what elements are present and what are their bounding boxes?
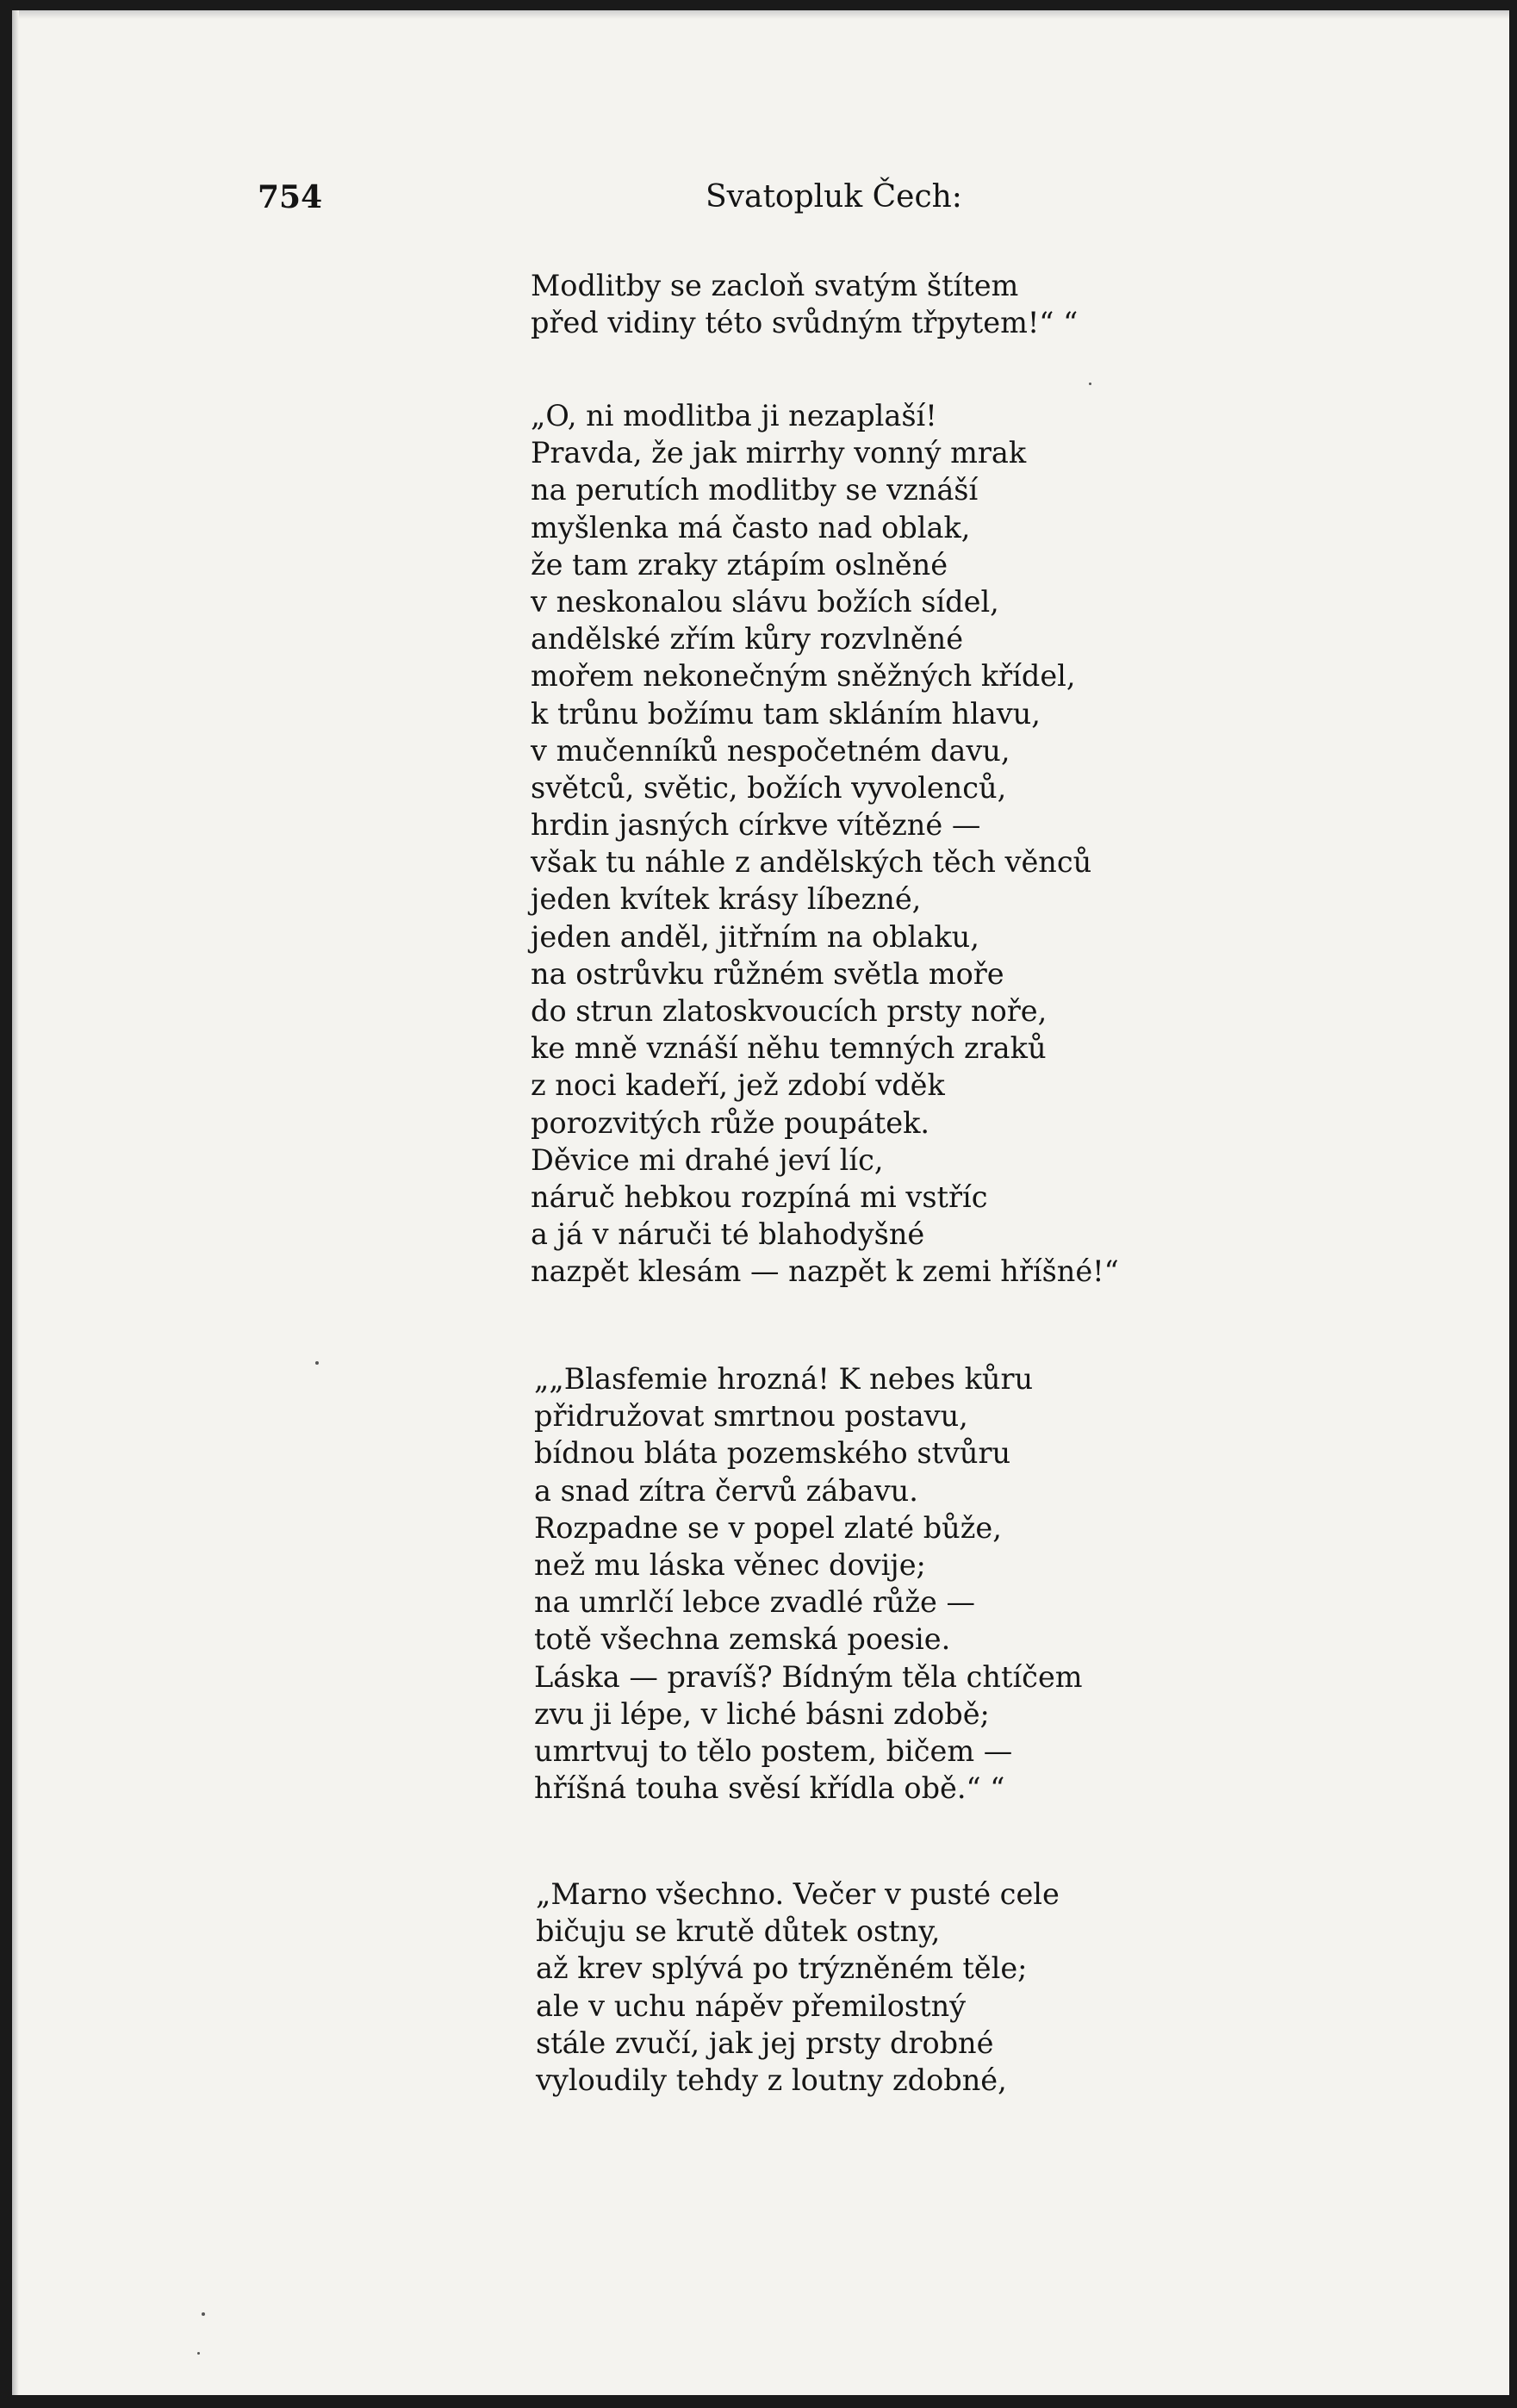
paper-speck (197, 2352, 200, 2355)
verse-line: k trůnu božímu tam skláním hlavu, (531, 696, 1041, 731)
verse-line: „O, ni modlitba ji nezaplaší! (531, 399, 937, 432)
verse-line: zvu ji lépe, v liché básni zdobě; (534, 1696, 990, 1731)
verse-line: na perutích modlitby se vznáší (531, 473, 979, 507)
paper-speck (315, 1361, 319, 1365)
stanza (531, 267, 1078, 341)
verse-line: Láska — pravíš? Bídným těla chtíčem (534, 1659, 1083, 1694)
paper-speck (202, 2312, 205, 2316)
book-page (12, 10, 1509, 2395)
verse-line: do strun zlatoskvoucích prsty noře, (531, 994, 1048, 1028)
verse-line: přidružovat smrtnou postavu, (534, 1399, 968, 1434)
verse-line: jeden kvítek krásy líbezné, (531, 882, 922, 917)
verse-line: jeden anděl, jitřním na oblaku, (531, 919, 979, 954)
verse-line: porozvitých růže poupátek. (531, 1105, 930, 1140)
verse-line: světců, světic, božích vyvolenců, (531, 770, 1007, 805)
verse-line: hrdin jasných církve vítězné — (531, 808, 981, 843)
verse-line: „„Blasfemie hrozná! K nebes kůru (534, 1362, 1034, 1396)
paper-speck (1089, 383, 1091, 385)
verse-line: Pravda, že jak mirrhy vonný mrak (531, 436, 1027, 470)
verse-line: Rozpadne se v popel zlaté bůže, (534, 1510, 1002, 1545)
stanza (534, 1360, 1083, 1807)
running-head: Svatopluk Čech: (706, 179, 962, 215)
verse-line: však tu náhle z andělských těch věnců (531, 845, 1092, 880)
verse-line: než mu láska věnec dovije; (534, 1547, 926, 1582)
verse-line: ale v uchu nápěv přemilostný (536, 1988, 967, 2023)
verse-line: vyloudily tehdy z loutny zdobné, (536, 2063, 1007, 2097)
verse-line: ke mně vznáší něhu temných zraků (531, 1031, 1047, 1066)
verse-line: v mučenníků nespočetném davu, (531, 733, 1010, 768)
page-number: 754 (258, 179, 323, 215)
verse-line: Modlitby se zacloň svatým štítem (531, 269, 1019, 302)
page-header (258, 179, 1067, 222)
verse-line: „Marno všechno. Večer v pusté cele (536, 1877, 1060, 1911)
verse-line: na umrlčí lebce zvadlé růže — (534, 1585, 976, 1620)
verse-line: v neskonalou slávu božích sídel, (531, 584, 999, 619)
page-top-edge (12, 10, 1509, 19)
verse-line: andělské zřím kůry rozvlněné (531, 622, 964, 656)
verse-line: náruč hebkou rozpíná mi vstříc (531, 1179, 988, 1214)
verse-line: mořem nekonečným sněžných křídel, (531, 659, 1076, 694)
verse-line: stále zvučí, jak jej prsty drobné (536, 2025, 994, 2060)
verse-line: před vidiny této svůdným třpytem!“ “ (531, 306, 1079, 340)
verse-line: a já v náruči té blahodyšné (531, 1217, 925, 1252)
verse-line: myšlenka má často nad oblak, (531, 510, 971, 544)
verse-line: až krev splývá po trýzněném těle; (536, 1951, 1028, 1986)
verse-line: bičuju se krutě důtek ostny, (536, 1914, 941, 1949)
verse-line: Děvice mi drahé jeví líc, (531, 1142, 884, 1177)
verse-line: na ostrůvku růžném světla moře (531, 956, 1004, 991)
verse-line: totě všechna zemská poesie. (534, 1622, 951, 1657)
stanza (536, 1876, 1060, 2099)
verse-line: nazpět klesám — nazpět k zemi hříšné!“ (531, 1254, 1119, 1289)
verse-line: hříšná touha svěsí křídla obě.“ “ (534, 1771, 1005, 1806)
page-left-edge (12, 10, 19, 2395)
verse-line: že tam zraky ztápím oslněné (531, 547, 948, 582)
verse-line: z noci kadeří, jež zdobí vděk (531, 1068, 945, 1103)
verse-line: a snad zítra červů zábavu. (534, 1473, 918, 1508)
verse-line: umrtvuj to tělo postem, bičem — (534, 1733, 1013, 1768)
stanza (531, 397, 1119, 1291)
verse-line: bídnou bláta pozemského stvůru (534, 1436, 1011, 1471)
